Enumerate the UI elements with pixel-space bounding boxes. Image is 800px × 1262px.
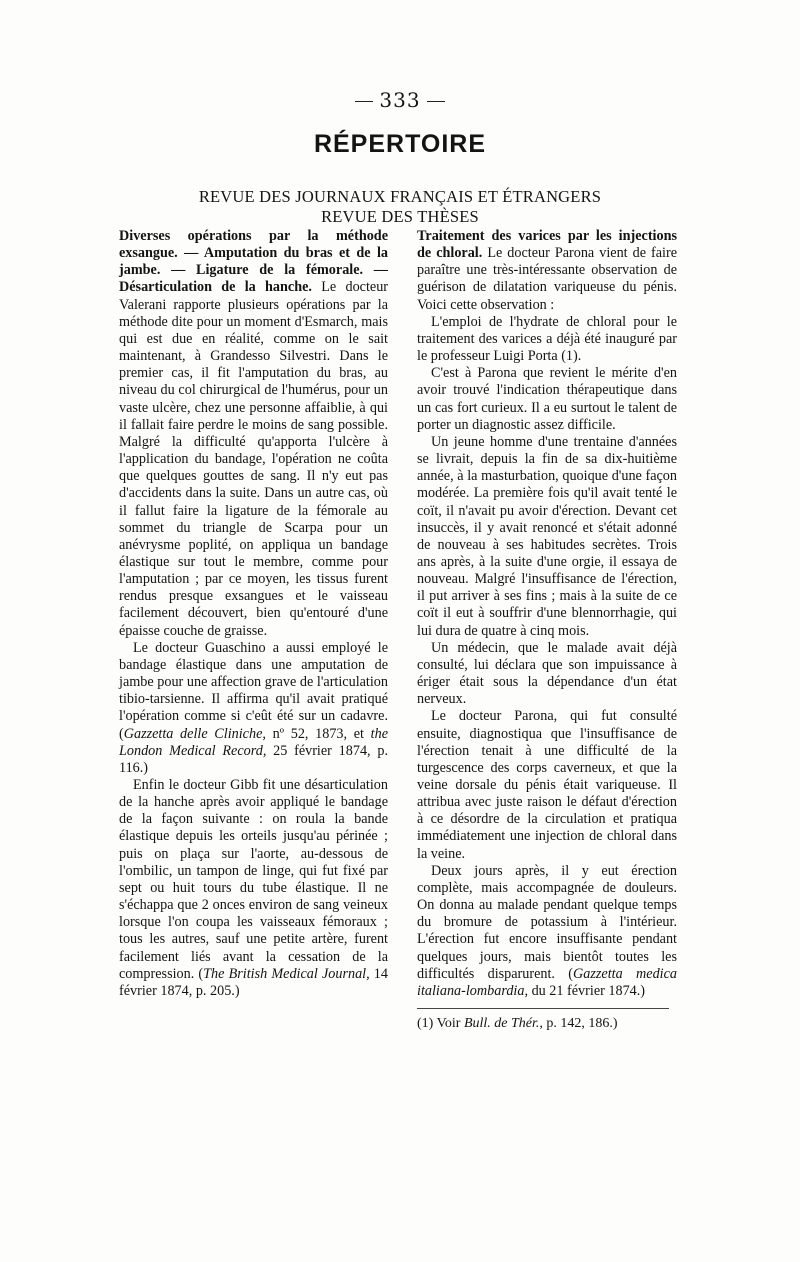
paragraph: Le docteur Parona, qui fut consulté ensuite, diagnostiqua que l'insuffisance de l'érection tenait à une difficulté de la turgescence des corps caverneux, et que la veine dorsale du pénis était variqueuse. Il attribua avec juste raison le défaut d'érection à ce désordre de la circulation et pratiqua immédiatement une injection de chloral dans la veine. — [417, 708, 677, 862]
citation-journal: Gazzetta medica italiana-lombardia, — [417, 965, 677, 999]
paragraph: Enfin le docteur Gibb fit une désarticulation de la hanche après avoir appliqué le bandage de la façon suivante : on roula la bande élastique depuis les orteils jusqu'au périnée ; puis on plaça sur l'aorte, au-dessous de l'ombilic, un tampon de linge, qui fut fixé par sept ou huit tours du tube élastique. Il ne s'échappa que 2 onces environ de sang veineux lorsque l'on coupa les vaisseaux fémoraux ; tous les autres, sauf une petite artère, furent facilement liés avant la cessation de la compression. (The British Medical Journal, 14 février 1874, p. 205.) — [119, 777, 388, 999]
right-column — [417, 228, 677, 1032]
journals-heading: REVUE DES JOURNAUX FRANÇAIS ET ÉTRANGERS — [198, 187, 602, 206]
paragraph: Deux jours après, il y eut érection complète, mais accompagnée de douleurs. On donna au malade pendant quelque temps du bromure de potassium à l'intérieur. L'érection fut encore insuffisante pendant quelques jours, mais bientôt toutes les difficultés disparurent. (Gazzetta medica italiana-lombardia, du 21 février 1874.) — [417, 862, 677, 999]
citation-journal: the London Medical Record, — [119, 725, 388, 759]
article-exsangue — [119, 228, 388, 640]
article-chloral — [417, 228, 677, 314]
citation-journal: The British Medical Journal, — [203, 965, 370, 982]
footnote-divider — [417, 1008, 669, 1009]
paragraph: L'emploi de l'hydrate de chloral pour le traitement des varices a déjà été inauguré par le professeur Luigi Porta (1). — [417, 313, 677, 365]
page-number: 333 — [340, 88, 460, 112]
article-title: Traitement des varices par les injections de chloral. — [417, 228, 677, 262]
article-text: Le docteur Parona vient de faire paraître une très-intéressante observation de guérison de dilatation variqueuse du pénis. Voici cette observation : — [417, 245, 677, 313]
footnote: (1) Voir Bull. de Thér., p. 142, 186.) — [417, 1016, 618, 1032]
paragraph: C'est à Parona que revient le mérite d'en avoir trouvé l'indication thérapeutique dans un cas fort curieux. Il a eu surtout le talent de porter un diagnostic assez difficile. — [417, 365, 677, 433]
citation-journal: Gazzetta delle Cliniche, — [123, 725, 266, 742]
section-title: RÉPERTOIRE — [313, 130, 487, 158]
theses-heading: REVUE DES THÈSES — [321, 207, 479, 226]
paragraph: Un médecin, que le malade avait déjà consulté, lui déclara que son impuissance à ériger était sous la dépendance d'un état nerveux. — [417, 639, 677, 708]
article-title: Diverses opérations par la méthode exsangue. — Amputation du bras et de la jambe. — Ligature de la fémorale. — Désarticulation de la hanche. — [119, 228, 388, 296]
paragraph: Un jeune homme d'une trentaine d'années se livrait, depuis la fin de sa dix-huitième année, à la masturbation, quoique d'une façon modérée. La première fois qu'il avait tenté le coït, il n'avait pu avoir d'érection. Devant cet insuccès, il y avait renoncé et s'était adonné de nouveau à ses habitudes secrètes. Trois ans après, à la suite d'une orgie, il essaya de nouveau. Malgré l'insuffisance de l'érection, il put arriver à ses fins ; mais à la suite de ce coït il eut à souffrir d'une blennorrhagie, qui lui dura de quatre à cinq mois. — [417, 433, 677, 639]
paragraph: Le docteur Guaschino a aussi employé le bandage élastique dans une amputation de jambe pour une affection grave de l'articulation tibio-tarsienne. Il affirma qu'il avait pratiqué l'opération comme si c'eût été sur un cadavre.(Gazzetta delle Cliniche, nº 52, 1873, et the London Medical Record, 25 février 1874, p. 116.) — [119, 639, 388, 776]
article-text: Le docteur Valerani rapporte plusieurs opérations par la méthode dite pour un moment d'Esmarch, mais qui est due en réalité, comme on le sait maintenant, à Grandesso Silvestri. Dans le premier cas, il fit l'amputation du bras, au niveau du col chirurgical de l'humérus, pour un vaste ulcère, chez une personne affaiblie, à qui il fallait faire perdre le moins de sang possible. Malgré la difficulté qu'apporta l'ulcère à l'application du bandage, l'opération ne coûta que quelques gouttes de sang. Il n'y eut pas d'accidents dans la suite. Dans un autre cas, où il fallut faire la ligature de la fémorale au sommet du triangle de Scarpa pour un anévrysme poplité, on appliqua un bandage élastique sur tout le membre, comme pour l'amputation ; par ce moyen, les tissus furent rendus presque exsangues et le vaisseau facilement découvert, bien qu'entouré d'une épaisse couche de graisse. — [119, 279, 389, 639]
left-column — [119, 228, 388, 1000]
